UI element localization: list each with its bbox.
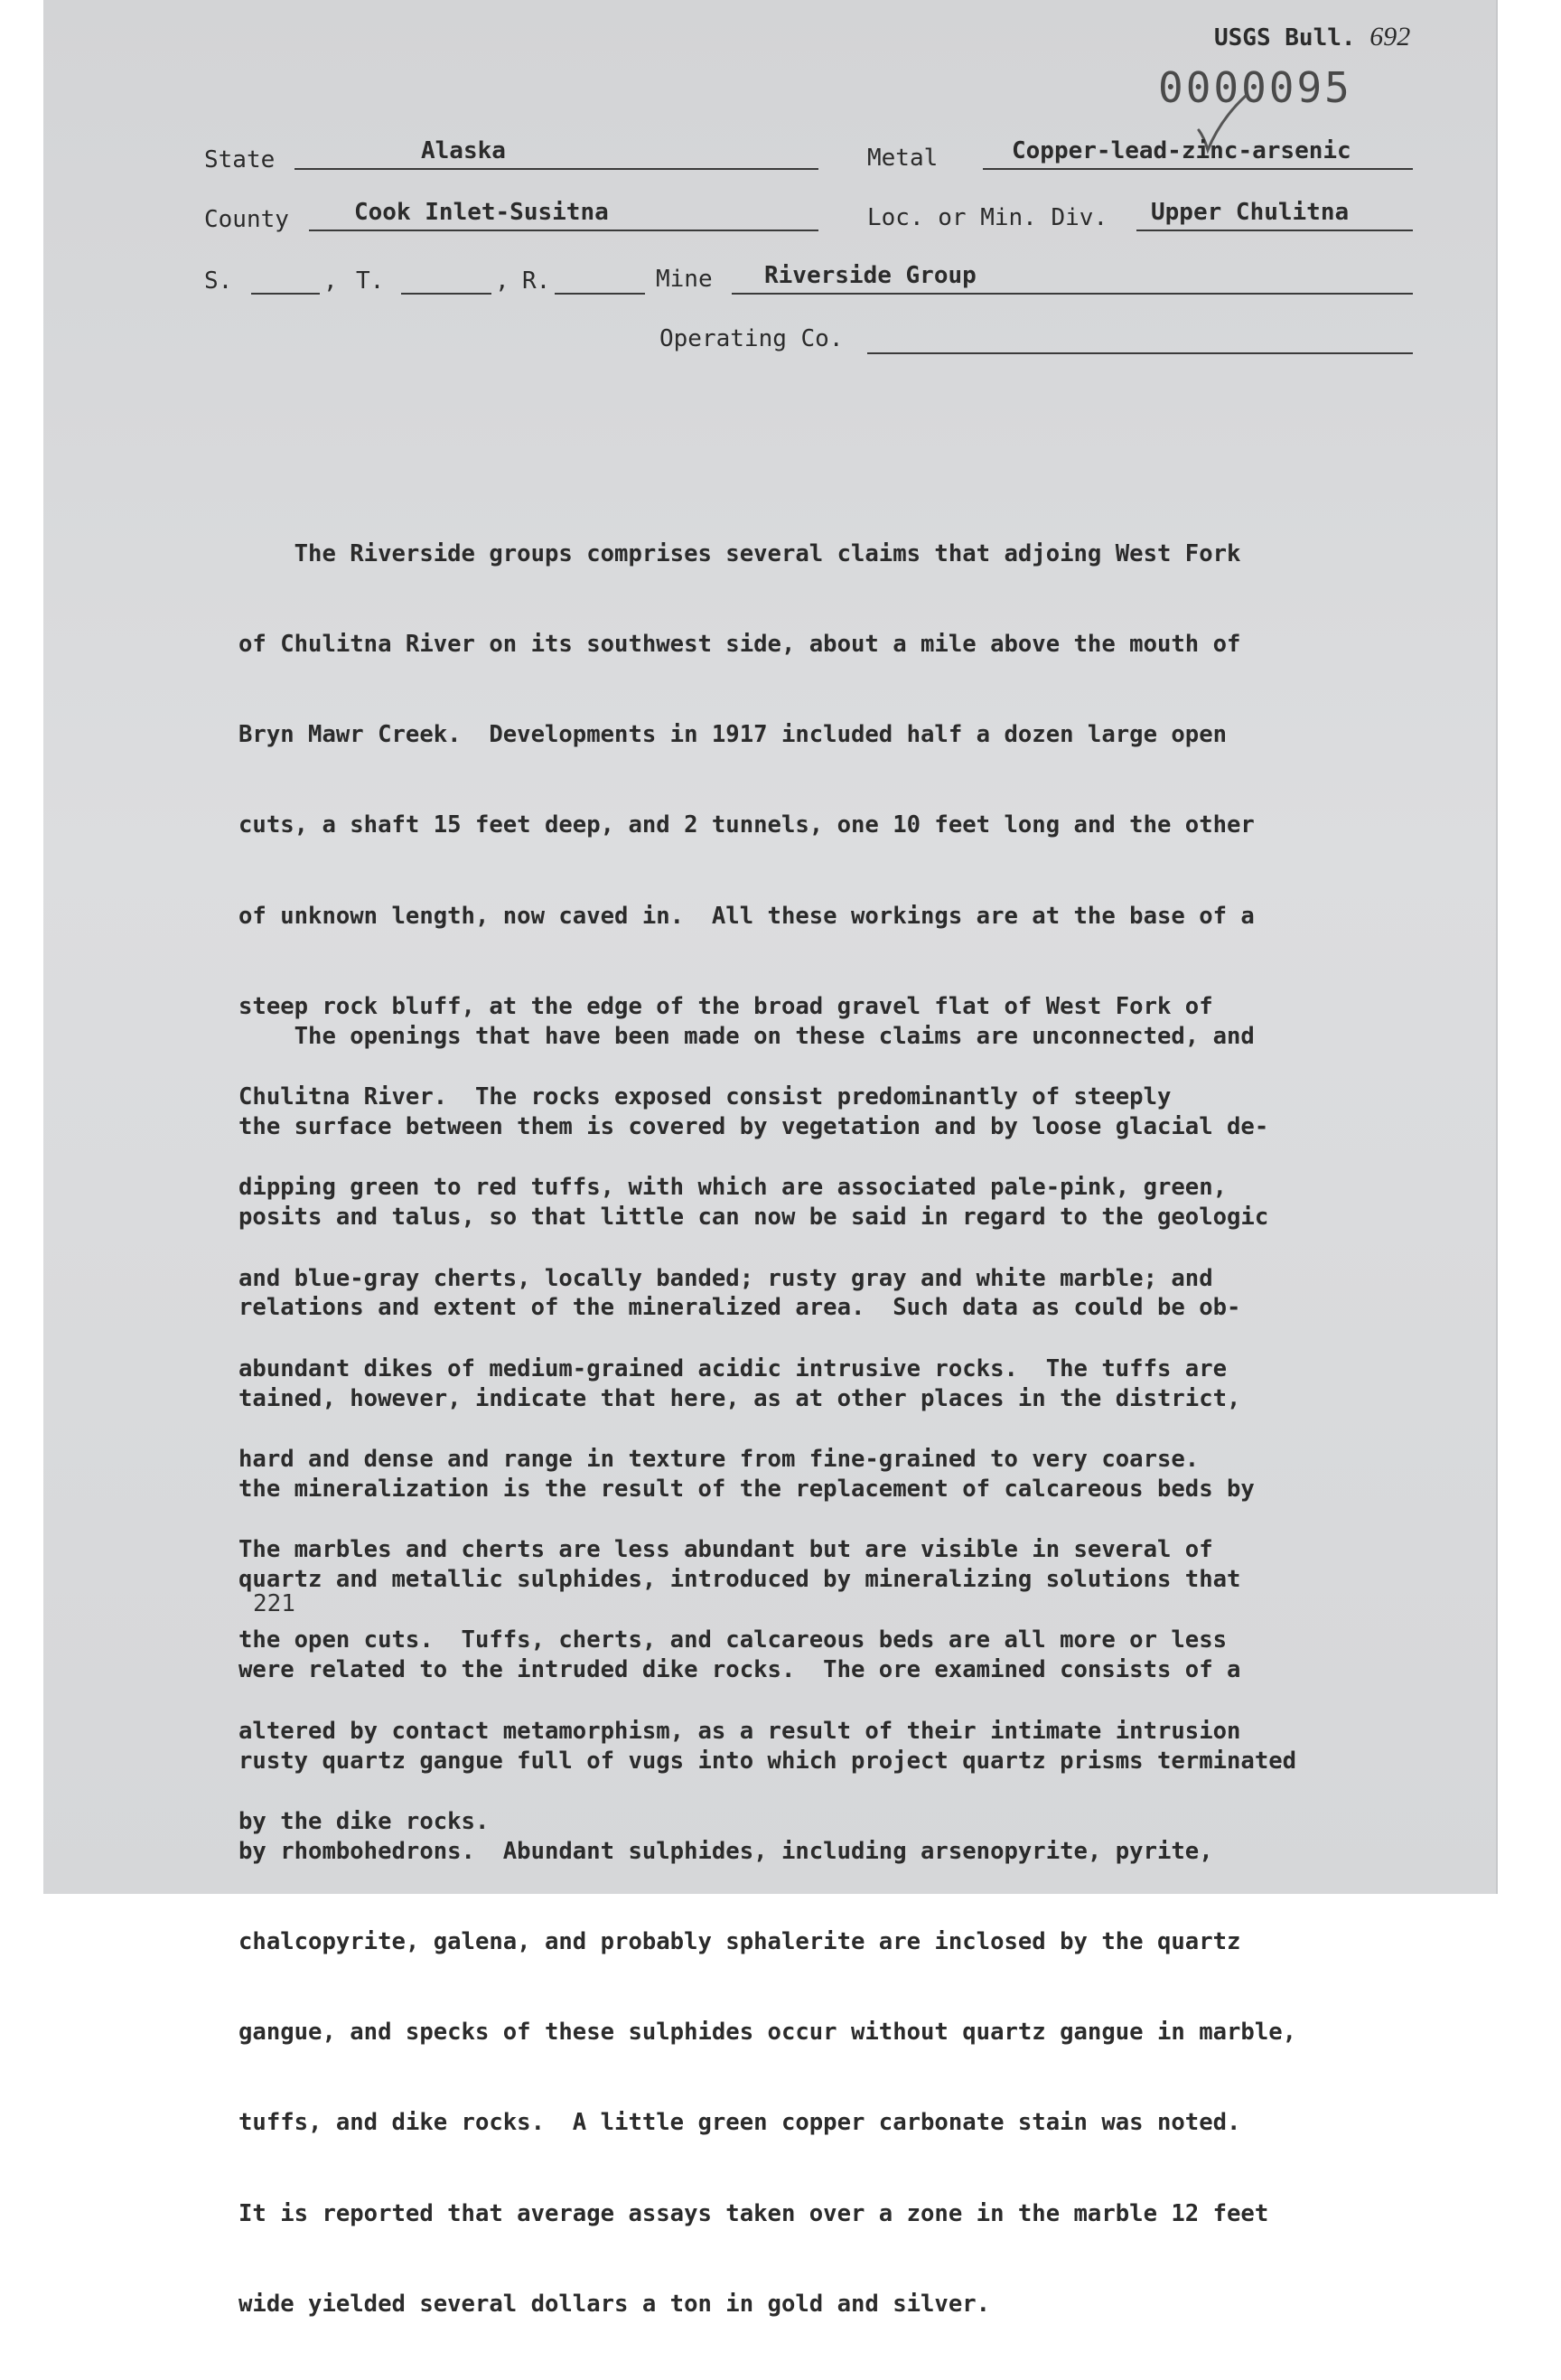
range-label: R. — [522, 267, 551, 295]
paragraph-line: the surface between them is covered by vegetation and by loose glacial de- — [238, 1113, 1269, 1141]
paragraph-line: steep rock bluff, at the edge of the broad gravel flat of West Fork of — [238, 992, 1213, 1020]
paragraph-line: cuts, a shaft 15 feet deep, and 2 tunnels, one 10 feet long and the other — [238, 811, 1255, 839]
stamp-number: 0000095 — [1158, 63, 1352, 112]
section-label: S. — [204, 267, 233, 295]
county-label: County — [204, 206, 289, 233]
paragraph-line: tuffs, and dike rocks. A little green copper carbonate stain was noted. — [238, 2109, 1241, 2137]
mine-field — [732, 262, 1413, 295]
paragraph-line: the mineralization is the result of the replacement of calcareous beds by — [238, 1475, 1255, 1503]
range-field — [555, 262, 645, 295]
paragraph-line: relations and extent of the mineralized area. Such data as could be ob- — [238, 1294, 1241, 1322]
mine-label: Mine — [656, 266, 713, 293]
paragraph-line: by the dike rocks. — [238, 1807, 490, 1835]
section-field — [251, 262, 320, 295]
paragraph-line: The openings that have been made on these claims are unconnected, and — [238, 1022, 1255, 1050]
paragraph-line: and blue-gray cherts, locally banded; rusty gray and white marble; and — [238, 1264, 1213, 1292]
paragraph-line: altered by contact metamorphism, as a result of their intimate intrusion — [238, 1717, 1241, 1745]
county-value: Cook Inlet-Susitna — [354, 199, 609, 226]
paragraph-line: hard and dense and range in texture from fine-grained to very coarse. — [238, 1446, 1200, 1473]
paragraph-line: by rhombohedrons. Abundant sulphides, including arsenopyrite, pyrite, — [238, 1837, 1213, 1865]
reference-label — [1214, 22, 1410, 52]
paragraph-line: chalcopyrite, galena, and probably sphalerite are inclosed by the quartz — [238, 1928, 1241, 1955]
paragraph-2 — [238, 961, 1413, 2380]
loc-div-label: Loc. or Min. Div. — [867, 204, 1108, 231]
paragraph-line: the open cuts. Tuffs, cherts, and calcareous beds are all more or less — [238, 1626, 1228, 1654]
township-label: T. — [356, 267, 385, 295]
paragraph-line: abundant dikes of medium-grained acidic intrusive rocks. The tuffs are — [238, 1354, 1228, 1382]
state-label: State — [204, 146, 276, 173]
paragraph-line: of Chulitna River on its southwest side, about a mile above the mouth of — [238, 631, 1241, 659]
page-number: 221 — [253, 1590, 295, 1617]
operating-co-label: Operating Co. — [659, 325, 844, 352]
township-field — [401, 262, 491, 295]
operating-co-field — [867, 322, 1413, 354]
county-field — [309, 199, 818, 231]
loc-div-field — [1136, 199, 1413, 231]
state-field — [294, 137, 818, 170]
paragraph-line: quartz and metallic sulphides, introduced by mineralizing solutions that — [238, 1566, 1241, 1594]
paragraph-line: Chulitna River. The rocks exposed consist predominantly of steeply — [238, 1083, 1172, 1111]
state-value: Alaska — [421, 137, 506, 164]
metal-label: Metal — [867, 145, 939, 172]
paragraph-line: of unknown length, now caved in. All these workings are at the base of a — [238, 902, 1255, 930]
paragraph-line: The Riverside groups comprises several claims that adjoing West Fork — [238, 539, 1241, 567]
reference-prefix: USGS Bull. — [1214, 24, 1356, 52]
paragraph-line: dipping green to red tuffs, with which are associated pale-pink, green, — [238, 1174, 1228, 1202]
paragraph-line: were related to the intruded dike rocks. The ore examined consists of a — [238, 1656, 1241, 1684]
paragraph-line: posits and talus, so that little can now be said in regard to the geologic — [238, 1204, 1269, 1232]
paragraph-line: Bryn Mawr Creek. Developments in 1917 included half a dozen large open — [238, 721, 1228, 749]
comma-1: , — [323, 267, 338, 295]
mine-value: Riverside Group — [764, 262, 977, 289]
reference-number: 692 — [1369, 22, 1411, 52]
metal-field — [983, 137, 1413, 170]
paragraph-line: rusty quartz gangue full of vugs into which project quartz prisms terminated — [238, 1747, 1297, 1775]
loc-div-value: Upper Chulitna — [1151, 199, 1350, 226]
paragraph-line: The marbles and cherts are less abundant but are visible in several of — [238, 1536, 1213, 1564]
paragraph-line: gangue, and specks of these sulphides occur without quartz gangue in marble, — [238, 2019, 1297, 2047]
comma-2: , — [495, 267, 509, 295]
paragraph-line: It is reported that average assays taken over a zone in the marble 12 feet — [238, 2199, 1269, 2227]
metal-value: Copper-lead-zinc-arsenic — [1012, 137, 1351, 164]
paragraph-line: wide yielded several dollars a ton in gold and silver. — [238, 2290, 991, 2318]
document-page — [43, 0, 1496, 2318]
paragraph-line: tained, however, indicate that here, as at other places in the district, — [238, 1384, 1241, 1412]
